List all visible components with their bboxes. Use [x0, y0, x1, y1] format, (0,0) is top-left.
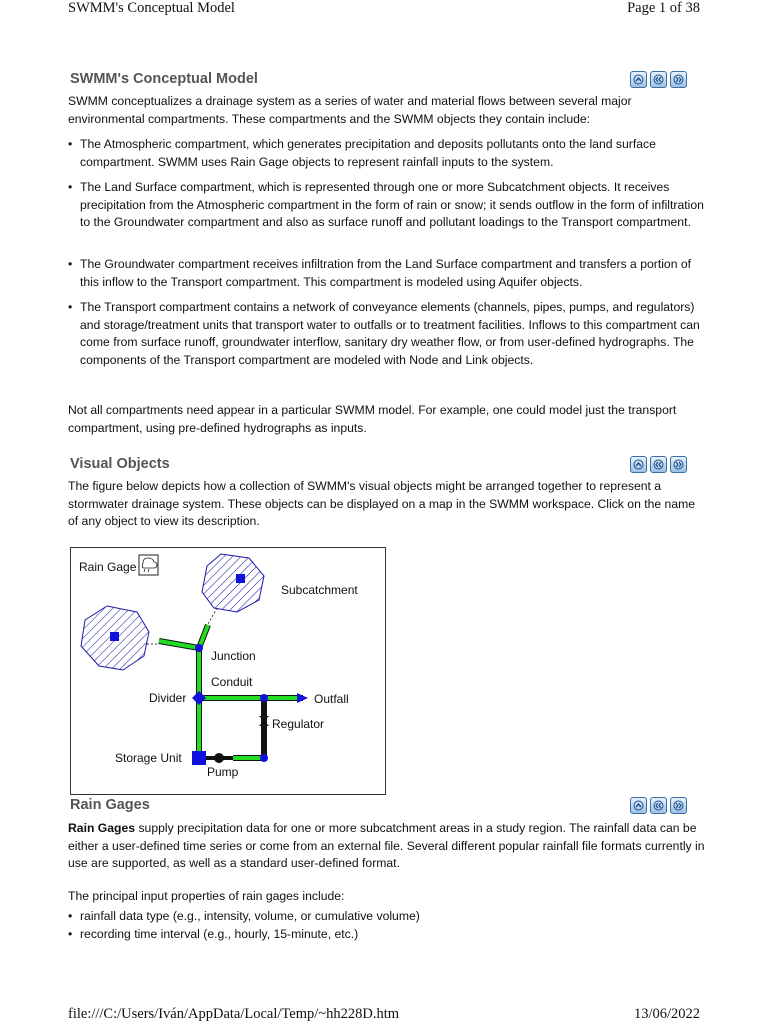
previous-icon[interactable]	[650, 456, 667, 473]
next-icon[interactable]	[670, 797, 687, 814]
divider-label[interactable]: Divider	[149, 691, 187, 705]
section-title-conceptual: SWMM's Conceptual Model	[70, 71, 258, 87]
subcatchment-centroid	[236, 574, 245, 583]
storage-unit-node[interactable]	[192, 751, 206, 765]
list-item: • The Transport compartment contains a network of conveyance elements (channels, pipes, pumps, and regulators) and storage/treatment units that transport water to outfalls or to treatment facilities. Inflows to this compartment can come from surface runoff, groundwater interflow, sanitary dry weather flow, or from user-defined hydrographs. The components of the Transport compartment are modeled with Node and Link objects.	[68, 299, 704, 369]
conceptual-closing: Not all compartments need appear in a particular SWMM model. For example, one could model just the transport compartment, using pre-defined hydrographs as inputs.	[68, 403, 677, 435]
raingages-props-intro: The principal input properties of rain gages include:	[68, 889, 345, 903]
raingages-lead-rest: supply precipitation data for one or more subcatchment areas in a study region. The rainfall data can be either a user-defined time series or come from an external file. Several different popular rainfall file formats currently in use are supported, as well as a standard user-defined format.	[68, 821, 705, 870]
compartment-list	[68, 179, 704, 232]
visual-objects-diagram	[71, 548, 385, 794]
junction-node[interactable]	[195, 644, 203, 652]
pump-icon[interactable]	[214, 753, 224, 763]
storage-unit-label[interactable]: Storage Unit	[115, 751, 182, 765]
raingage-properties-list	[68, 908, 704, 943]
divider-node[interactable]	[192, 691, 206, 705]
compartment-list	[68, 256, 704, 291]
nav-buttons-conceptual	[630, 71, 687, 88]
previous-icon[interactable]	[650, 797, 667, 814]
list-item: • The Atmospheric compartment, which generates precipitation and deposits pollutants onto the land surface compartment. SWMM uses Rain Gage objects to represent rainfall inputs to the system.	[68, 136, 704, 171]
regulator-icon[interactable]	[259, 716, 269, 726]
regulator-label[interactable]: Regulator	[272, 717, 325, 731]
top-icon[interactable]	[630, 456, 647, 473]
nav-buttons-visual	[630, 456, 687, 473]
next-icon[interactable]	[670, 456, 687, 473]
raingages-lead-bold: Rain Gages	[68, 821, 136, 835]
outfall-label[interactable]: Outfall	[314, 692, 349, 706]
outlet-link	[208, 608, 217, 624]
visual-intro: The figure below depicts how a collection of SWMM's visual objects might be arranged together to represent a stormwater drainage system. These objects can be displayed on a map in the SWMM workspace. Click on the name of any object to view its description.	[68, 479, 696, 528]
compartment-list	[68, 299, 704, 369]
outfall-node[interactable]	[297, 693, 308, 703]
footer-file-path: file:///C:/Users/Iván/AppData/Local/Temp/~hh228D.htm	[68, 1006, 400, 1022]
conceptual-intro: SWMM conceptualizes a drainage system as a series of water and material flows between several major environmental compartments. These compartments and the SWMM objects they contain include:	[68, 94, 632, 126]
next-icon[interactable]	[670, 71, 687, 88]
list-item: • The Land Surface compartment, which is represented through one or more Subcatchment objects. It receives precipitation from the Atmospheric compartment in the form of rain or snow; it sends outflow in the form of infiltration to the Groundwater compartment and also as surface runoff and pollutant loadings to the Transport compartment.	[68, 179, 704, 232]
pump-label[interactable]: Pump	[207, 765, 239, 779]
junction-node[interactable]	[260, 754, 268, 762]
raingages-intro	[68, 820, 708, 873]
junction-node[interactable]	[260, 694, 268, 702]
subcatchment-upper[interactable]	[202, 554, 264, 612]
previous-icon[interactable]	[650, 71, 667, 88]
top-icon[interactable]	[630, 797, 647, 814]
compartment-list	[68, 136, 704, 171]
header-title: SWMM's Conceptual Model	[68, 0, 235, 16]
section-title-raingages: Rain Gages	[70, 797, 150, 813]
top-icon[interactable]	[630, 71, 647, 88]
nav-buttons-raingages	[630, 797, 687, 814]
rain-gage-icon[interactable]	[139, 555, 158, 575]
junction-label[interactable]: Junction	[211, 649, 256, 663]
footer-date: 13/06/2022	[633, 1006, 700, 1022]
rain-gage-label[interactable]: Rain Gage	[79, 560, 137, 574]
list-item: • rainfall data type (e.g., intensity, volume, or cumulative volume)	[68, 908, 704, 926]
conduit-label[interactable]: Conduit	[211, 675, 253, 689]
subcatchment-centroid	[110, 632, 119, 641]
header-page-number: Page 1 of 38	[627, 0, 700, 16]
list-item: • The Groundwater compartment receives infiltration from the Land Surface compartment and transfers a portion of this inflow to the Transport compartment. This compartment is modeled using Aquifer objects.	[68, 256, 704, 291]
section-title-visual: Visual Objects	[70, 456, 170, 472]
subcatchment-label[interactable]: Subcatchment	[281, 583, 358, 597]
visual-objects-figure	[70, 547, 386, 795]
list-item: • recording time interval (e.g., hourly, 15-minute, etc.)	[68, 926, 704, 944]
